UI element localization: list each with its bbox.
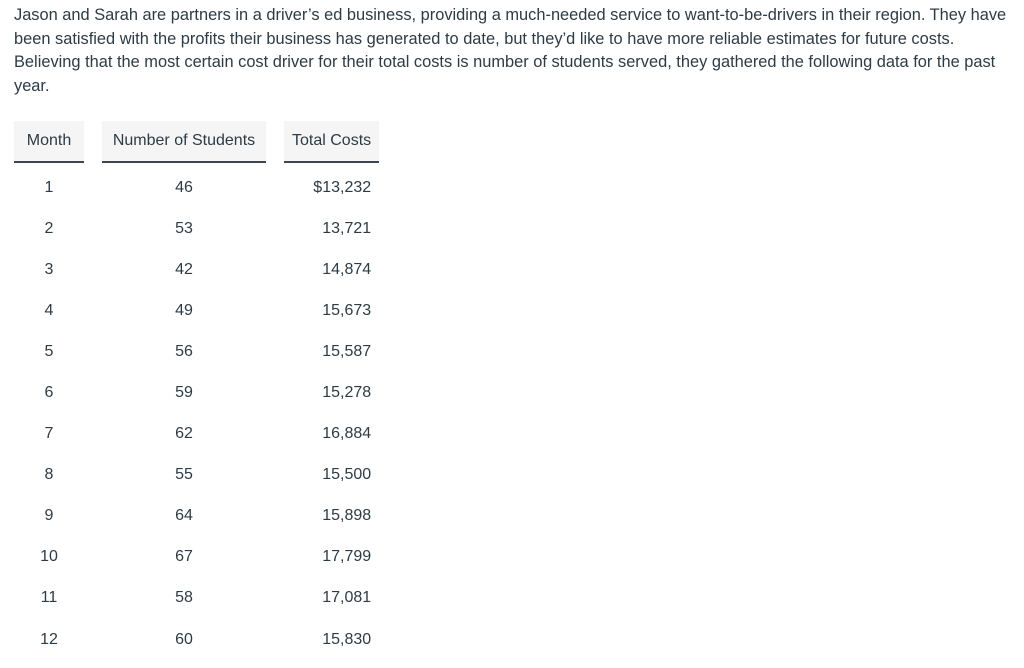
table-row bbox=[14, 331, 379, 372]
cell-students: 42 bbox=[175, 260, 193, 278]
cell-students: 60 bbox=[175, 630, 193, 648]
cell-total-costs: 17,081 bbox=[322, 589, 372, 607]
table-row bbox=[14, 496, 379, 537]
cell-total-costs: 13,721 bbox=[322, 219, 372, 237]
cell-total-costs: 15,278 bbox=[322, 384, 372, 402]
cell-month: 10 bbox=[40, 548, 58, 566]
cell-month: 6 bbox=[44, 384, 54, 402]
cell-month: 4 bbox=[44, 301, 54, 319]
table-row bbox=[14, 537, 379, 578]
header-number-of-students: Number of Students bbox=[102, 121, 266, 163]
table-row bbox=[14, 208, 379, 249]
cell-month: 2 bbox=[44, 219, 54, 237]
cell-students: 62 bbox=[175, 425, 193, 443]
cell-month: 1 bbox=[44, 178, 54, 196]
table-row bbox=[14, 414, 379, 455]
cell-students: 59 bbox=[175, 384, 193, 402]
cell-total-costs: 15,898 bbox=[322, 507, 372, 525]
cell-total-costs: 14,874 bbox=[322, 260, 372, 278]
cell-month: 12 bbox=[40, 630, 58, 648]
cell-total-costs: 16,884 bbox=[322, 425, 372, 443]
cell-students: 58 bbox=[175, 589, 193, 607]
table-row bbox=[14, 372, 379, 413]
problem-statement: Jason and Sarah are partners in a driver’s ed business, providing a much-needed service to want-to-be-drivers in their region. They have been satisfied with the profits their business has generated to date, but they’d like to have more reliable estimates for future costs. Believing that the most certain cost driver for their total costs is number of students served, they gathered the following data for the past year. bbox=[14, 6, 1007, 95]
cell-month: 3 bbox=[44, 260, 54, 278]
cell-students: 55 bbox=[175, 466, 193, 484]
cell-students: 53 bbox=[175, 219, 193, 237]
cell-total-costs: $13,232 bbox=[313, 178, 372, 196]
cell-month: 7 bbox=[44, 425, 54, 443]
table-row bbox=[14, 249, 379, 290]
table-row bbox=[14, 455, 379, 496]
cell-month: 5 bbox=[44, 342, 54, 360]
cell-month: 8 bbox=[44, 466, 54, 484]
header-month: Month bbox=[14, 121, 84, 163]
table-header-row bbox=[14, 121, 379, 163]
cell-total-costs: 15,587 bbox=[322, 342, 372, 360]
table-row bbox=[14, 163, 379, 208]
cell-total-costs: 15,500 bbox=[322, 466, 372, 484]
cell-students: 49 bbox=[175, 301, 193, 319]
table-row bbox=[14, 619, 379, 660]
cell-students: 67 bbox=[175, 548, 193, 566]
cost-data-table bbox=[14, 121, 379, 660]
cell-total-costs: 17,799 bbox=[322, 548, 372, 566]
cell-students: 46 bbox=[175, 178, 193, 196]
table-row bbox=[14, 578, 379, 619]
cell-total-costs: 15,830 bbox=[322, 630, 372, 648]
header-total-costs: Total Costs bbox=[284, 121, 379, 163]
cell-students: 64 bbox=[175, 507, 193, 525]
cell-month: 9 bbox=[44, 507, 54, 525]
cell-students: 56 bbox=[175, 342, 193, 360]
table-row bbox=[14, 290, 379, 331]
cell-total-costs: 15,673 bbox=[322, 301, 372, 319]
cell-month: 11 bbox=[40, 589, 58, 607]
